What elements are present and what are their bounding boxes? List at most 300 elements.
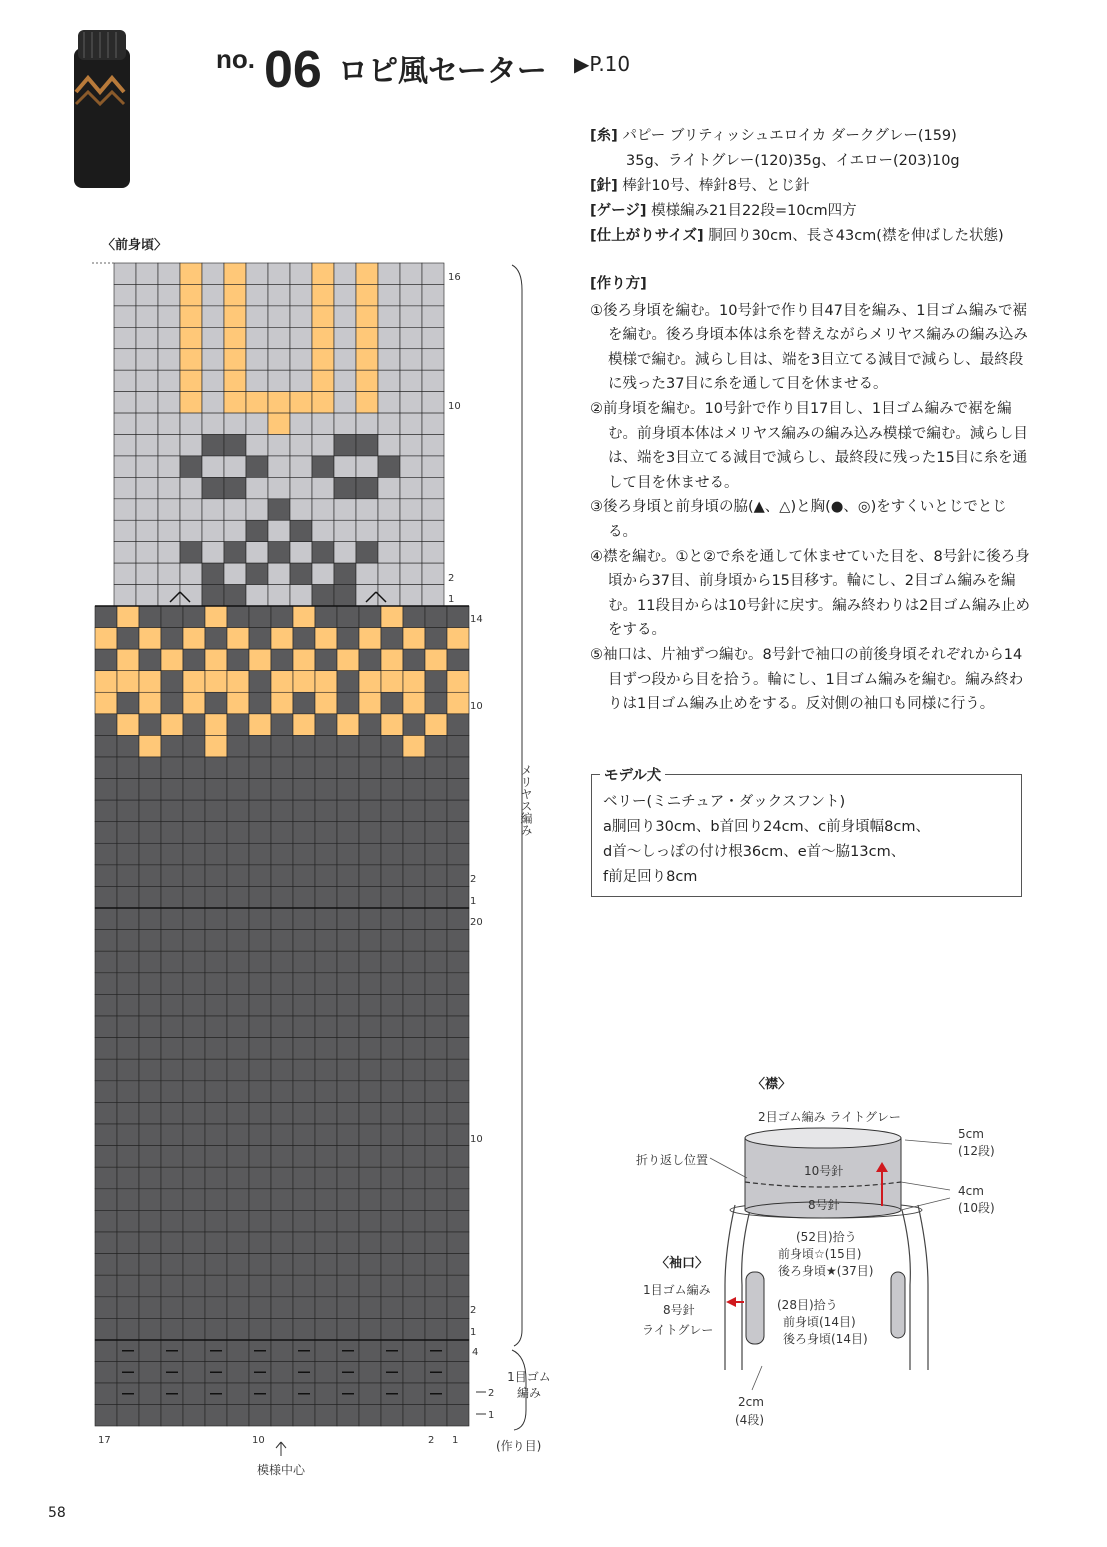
yoke-cell — [381, 757, 403, 779]
body-cell — [271, 1254, 293, 1276]
upper-cell — [312, 370, 334, 391]
size-text: 胴回り30cm、長さ43cm(襟を伸ばした状態) — [708, 228, 1004, 244]
yoke-cell — [381, 735, 403, 757]
cuff-needle: 8号針 — [663, 1303, 695, 1317]
upper-cell — [290, 349, 312, 370]
body-cell — [249, 1081, 271, 1103]
body-cell — [183, 973, 205, 995]
yarn-label: [糸] — [590, 128, 618, 144]
yoke-cell — [117, 757, 139, 779]
body-cell — [183, 1038, 205, 1060]
upper-cell — [268, 542, 290, 563]
body-cell — [337, 1254, 359, 1276]
row-label: 1 — [470, 896, 477, 907]
row-label: 20 — [470, 917, 483, 928]
rib-cell — [183, 1362, 205, 1384]
upper-cell — [312, 327, 334, 348]
body-cell — [425, 1189, 447, 1211]
body-cell — [381, 1124, 403, 1146]
upper-cell — [268, 306, 290, 327]
col-label: 10 — [252, 1435, 265, 1446]
yoke-cell — [315, 757, 337, 779]
body-cell — [183, 1081, 205, 1103]
body-cell — [315, 1124, 337, 1146]
yoke-cell — [95, 822, 117, 844]
yoke-cell — [359, 735, 381, 757]
yoke-cell — [315, 843, 337, 865]
upper-cell — [180, 456, 202, 477]
rib-cell — [227, 1405, 249, 1427]
yoke-cell — [359, 779, 381, 801]
yoke-cell — [425, 779, 447, 801]
body-cell — [227, 1038, 249, 1060]
col-label: 17 — [98, 1435, 111, 1446]
upper-cell — [136, 392, 158, 413]
body-cell — [183, 1167, 205, 1189]
body-cell — [359, 1016, 381, 1038]
body-cell — [249, 1275, 271, 1297]
upper-cell — [334, 435, 356, 456]
needle-text: 棒針10号、棒針8号、とじ針 — [622, 178, 810, 194]
upper-cell — [422, 370, 444, 391]
upper-cell — [334, 542, 356, 563]
body-cell — [447, 1297, 469, 1319]
body-cell — [425, 1102, 447, 1124]
rib-cell — [315, 1383, 337, 1405]
upper-cell — [202, 542, 224, 563]
upper-cell — [422, 520, 444, 541]
body-cell — [205, 951, 227, 973]
yoke-cell — [403, 822, 425, 844]
upper-cell — [136, 477, 158, 498]
upper-cell — [136, 435, 158, 456]
body-cell — [139, 1189, 161, 1211]
upper-cell — [356, 456, 378, 477]
yoke-cell — [425, 843, 447, 865]
upper-cell — [422, 585, 444, 606]
upper-cell — [158, 349, 180, 370]
body-cell — [403, 1081, 425, 1103]
upper-cell — [158, 542, 180, 563]
body-cell — [139, 1232, 161, 1254]
cuff-pickup-back: 後ろ身頃(14目) — [783, 1332, 868, 1346]
body-cell — [381, 973, 403, 995]
yoke-cell — [117, 822, 139, 844]
yoke-cell — [183, 714, 205, 736]
upper-cell — [378, 435, 400, 456]
upper-cell — [400, 327, 422, 348]
body-cell — [161, 1297, 183, 1319]
title-number: 06 — [264, 41, 322, 99]
upper-cell — [378, 499, 400, 520]
yoke-cell — [293, 779, 315, 801]
body-cell — [337, 1275, 359, 1297]
yoke-cell — [183, 735, 205, 757]
body-cell — [117, 1167, 139, 1189]
body-cell — [249, 1167, 271, 1189]
body-cell — [139, 1275, 161, 1297]
body-cell — [139, 1297, 161, 1319]
body-cell — [117, 1210, 139, 1232]
cuff-color: ライトグレー — [642, 1323, 714, 1337]
body-cell — [293, 1189, 315, 1211]
upper-cell — [246, 413, 268, 434]
yoke-cell — [337, 757, 359, 779]
body-cell — [271, 908, 293, 930]
yoke-cell — [337, 692, 359, 714]
upper-cell — [400, 306, 422, 327]
upper-cell — [158, 456, 180, 477]
body-cell — [315, 1016, 337, 1038]
body-cell — [205, 1016, 227, 1038]
yoke-cell — [205, 865, 227, 887]
yoke-cell — [447, 628, 469, 650]
yoke-cell — [425, 735, 447, 757]
upper-cell — [290, 520, 312, 541]
body-cell — [447, 908, 469, 930]
body-cell — [117, 973, 139, 995]
upper-cell — [114, 477, 136, 498]
body-cell — [293, 908, 315, 930]
col-label: 1 — [452, 1435, 459, 1446]
body-cell — [315, 973, 337, 995]
body-cell — [315, 1254, 337, 1276]
yoke-cell — [403, 886, 425, 908]
body-cell — [447, 1275, 469, 1297]
yoke-cell — [293, 692, 315, 714]
upper-cell — [136, 542, 158, 563]
body-cell — [447, 1102, 469, 1124]
yoke-cell — [271, 757, 293, 779]
yoke-cell — [381, 606, 403, 628]
body-cell — [183, 1189, 205, 1211]
upper-cell — [202, 435, 224, 456]
upper-cell — [422, 263, 444, 284]
body-cell — [315, 1210, 337, 1232]
body-cell — [381, 1297, 403, 1319]
upper-cell — [312, 499, 334, 520]
cuff-pickup-total: (28目)拾う — [777, 1298, 838, 1312]
body-cell — [205, 1146, 227, 1168]
body-cell — [293, 994, 315, 1016]
upper-cell — [224, 585, 246, 606]
body-cell — [271, 1059, 293, 1081]
body-cell — [403, 1146, 425, 1168]
rib-cell — [139, 1405, 161, 1427]
body-cell — [205, 908, 227, 930]
body-cell — [183, 1102, 205, 1124]
yoke-cell — [271, 692, 293, 714]
body-cell — [403, 908, 425, 930]
body-cell — [425, 930, 447, 952]
body-cell — [315, 1297, 337, 1319]
yoke-cell — [315, 692, 337, 714]
upper-cell — [180, 477, 202, 498]
yoke-cell — [139, 886, 161, 908]
body-cell — [337, 1232, 359, 1254]
yoke-cell — [227, 671, 249, 693]
yoke-cell — [315, 886, 337, 908]
yoke-cell — [117, 865, 139, 887]
yoke-cell — [293, 843, 315, 865]
yoke-cell — [205, 800, 227, 822]
yoke-cell — [381, 822, 403, 844]
body-cell — [95, 951, 117, 973]
yoke-cell — [403, 649, 425, 671]
rib-cell — [293, 1405, 315, 1427]
upper-cell — [268, 413, 290, 434]
body-cell — [315, 908, 337, 930]
upper-cell — [114, 306, 136, 327]
yoke-cell — [205, 692, 227, 714]
yoke-cell — [161, 735, 183, 757]
upper-cell — [312, 585, 334, 606]
upper-cell — [268, 477, 290, 498]
upper-cell — [246, 585, 268, 606]
yoke-cell — [117, 692, 139, 714]
upper-cell — [114, 413, 136, 434]
body-cell — [337, 1167, 359, 1189]
yoke-cell — [161, 671, 183, 693]
upper-cell — [400, 413, 422, 434]
upper-cell — [114, 542, 136, 563]
row-label: 4 — [472, 1347, 479, 1358]
upper-cell — [136, 349, 158, 370]
body-cell — [161, 1254, 183, 1276]
body-cell — [359, 973, 381, 995]
upper-cell — [312, 477, 334, 498]
body-cell — [271, 1275, 293, 1297]
body-cell — [95, 1016, 117, 1038]
upper-cell — [290, 370, 312, 391]
upper-cell — [334, 413, 356, 434]
body-cell — [183, 1210, 205, 1232]
model-line3: d首〜しっぽの付け根36cm、e首〜脇13cm、 — [603, 844, 906, 860]
body-cell — [117, 1016, 139, 1038]
body-cell — [95, 1081, 117, 1103]
body-cell — [293, 1081, 315, 1103]
rib-cell — [447, 1340, 469, 1362]
upper-cell — [312, 456, 334, 477]
yoke-cell — [381, 886, 403, 908]
upper-cell — [378, 456, 400, 477]
yoke-cell — [249, 671, 271, 693]
body-cell — [183, 951, 205, 973]
needle-label: [針] — [590, 178, 618, 194]
body-cell — [359, 1275, 381, 1297]
body-cell — [117, 1038, 139, 1060]
body-cell — [315, 1102, 337, 1124]
step-3: ③後ろ身頃と前身頃の脇(▲、△)と胸(●、◎)をすくいとじでとじる。 — [590, 499, 1007, 540]
yarn-line2: 35g、ライトグレー(120)35g、イエロー(203)10g — [626, 153, 960, 169]
yoke-cell — [447, 779, 469, 801]
yoke-cell — [315, 628, 337, 650]
upper-cell — [246, 306, 268, 327]
upper-cell — [290, 542, 312, 563]
body-cell — [205, 1059, 227, 1081]
upper-cell — [158, 520, 180, 541]
upper-cell — [224, 327, 246, 348]
body-cell — [95, 1318, 117, 1340]
upper-cell — [158, 477, 180, 498]
yoke-cell — [117, 800, 139, 822]
yoke-cell — [95, 714, 117, 736]
body-cell — [271, 1167, 293, 1189]
yoke-cell — [161, 628, 183, 650]
yoke-cell — [95, 606, 117, 628]
yoke-cell — [447, 886, 469, 908]
rib-cell — [95, 1340, 117, 1362]
upper-cell — [246, 435, 268, 456]
yoke-cell — [227, 714, 249, 736]
upper-cell — [312, 306, 334, 327]
yoke-cell — [139, 865, 161, 887]
body-cell — [227, 973, 249, 995]
body-cell — [249, 1232, 271, 1254]
rib-cell — [139, 1340, 161, 1362]
upper-cell — [400, 263, 422, 284]
yoke-cell — [249, 843, 271, 865]
collar-bottom-cm: 4cm — [958, 1184, 984, 1198]
upper-cell — [356, 542, 378, 563]
body-cell — [249, 1297, 271, 1319]
body-cell — [139, 1102, 161, 1124]
upper-cell — [202, 499, 224, 520]
yoke-cell — [205, 714, 227, 736]
body-cell — [315, 994, 337, 1016]
yoke-cell — [447, 649, 469, 671]
upper-cell — [268, 499, 290, 520]
yoke-cell — [183, 606, 205, 628]
body-cell — [425, 908, 447, 930]
yoke-cell — [117, 628, 139, 650]
center-arrow — [276, 1442, 281, 1448]
upper-cell — [400, 499, 422, 520]
body-cell — [161, 1102, 183, 1124]
yoke-cell — [205, 843, 227, 865]
body-cell — [403, 1275, 425, 1297]
rib-cell — [315, 1362, 337, 1384]
body-cell — [403, 1059, 425, 1081]
upper-cell — [378, 563, 400, 584]
yoke-cell — [183, 800, 205, 822]
body-cell — [161, 1189, 183, 1211]
upper-cell — [378, 349, 400, 370]
body-cell — [381, 930, 403, 952]
body-cell — [381, 1081, 403, 1103]
yoke-cell — [447, 800, 469, 822]
upper-cell — [400, 477, 422, 498]
body-cell — [315, 1167, 337, 1189]
upper-cell — [246, 563, 268, 584]
body-cell — [271, 1124, 293, 1146]
body-cell — [205, 1081, 227, 1103]
upper-cell — [334, 327, 356, 348]
body-cell — [161, 1124, 183, 1146]
body-cell — [139, 1167, 161, 1189]
body-cell — [337, 1210, 359, 1232]
body-cell — [315, 1232, 337, 1254]
body-cell — [249, 951, 271, 973]
upper-cell — [378, 370, 400, 391]
rib-cell — [227, 1362, 249, 1384]
body-cell — [447, 1146, 469, 1168]
yoke-cell — [95, 757, 117, 779]
yoke-cell — [117, 649, 139, 671]
body-cell — [117, 1232, 139, 1254]
gauge-text: 模様編み21目22段=10cm四方 — [651, 203, 857, 219]
rib-cell — [271, 1405, 293, 1427]
body-cell — [293, 1124, 315, 1146]
upper-cell — [334, 456, 356, 477]
body-cell — [249, 908, 271, 930]
body-cell — [381, 1232, 403, 1254]
rib-cell — [183, 1405, 205, 1427]
yoke-cell — [161, 606, 183, 628]
upper-cell — [290, 413, 312, 434]
body-cell — [161, 1318, 183, 1340]
upper-cell — [312, 563, 334, 584]
cuff-cm: 2cm — [738, 1395, 764, 1409]
body-cell — [425, 1254, 447, 1276]
upper-cell — [356, 327, 378, 348]
yoke-cell — [227, 822, 249, 844]
upper-cell — [334, 563, 356, 584]
body-cell — [249, 1038, 271, 1060]
body-cell — [117, 1081, 139, 1103]
upper-cell — [268, 263, 290, 284]
rib-cell — [249, 1405, 271, 1427]
body-cell — [403, 1189, 425, 1211]
yoke-cell — [271, 628, 293, 650]
body-cell — [271, 1146, 293, 1168]
row-label: 14 — [470, 614, 483, 625]
rib-cell — [271, 1383, 293, 1405]
yoke-cell — [205, 671, 227, 693]
body-cell — [381, 1167, 403, 1189]
body-cell — [161, 1146, 183, 1168]
upper-cell — [180, 499, 202, 520]
body-cell — [271, 1210, 293, 1232]
yoke-cell — [95, 628, 117, 650]
yoke-cell — [205, 886, 227, 908]
yoke-cell — [227, 865, 249, 887]
body-cell — [447, 1124, 469, 1146]
rib-cell — [315, 1405, 337, 1427]
body-cell — [227, 1102, 249, 1124]
body-cell — [205, 1297, 227, 1319]
yoke-cell — [315, 714, 337, 736]
body-cell — [249, 1254, 271, 1276]
body-cell — [447, 994, 469, 1016]
body-cell — [183, 1146, 205, 1168]
title-no: no. — [216, 44, 255, 74]
rib-cell — [381, 1405, 403, 1427]
model-body — [603, 790, 930, 890]
body-cell — [95, 994, 117, 1016]
upper-cell — [422, 349, 444, 370]
body-cell — [381, 951, 403, 973]
body-cell — [359, 1146, 381, 1168]
upper-cell — [422, 413, 444, 434]
body-cell — [359, 1167, 381, 1189]
body-cell — [381, 1146, 403, 1168]
body-cell — [95, 1146, 117, 1168]
upper-cell — [400, 284, 422, 305]
upper-cell — [158, 284, 180, 305]
body-cell — [183, 1318, 205, 1340]
step-4: ④襟を編む。①と②で糸を通して休ませていた目を、8号針に後ろ身頃から37目、前身頃から15目移す。輪にし、2目ゴム編みを編む。11段目からは10号針に戻す。編み終わりは2目ゴム編み止めをする。 — [590, 548, 1030, 639]
